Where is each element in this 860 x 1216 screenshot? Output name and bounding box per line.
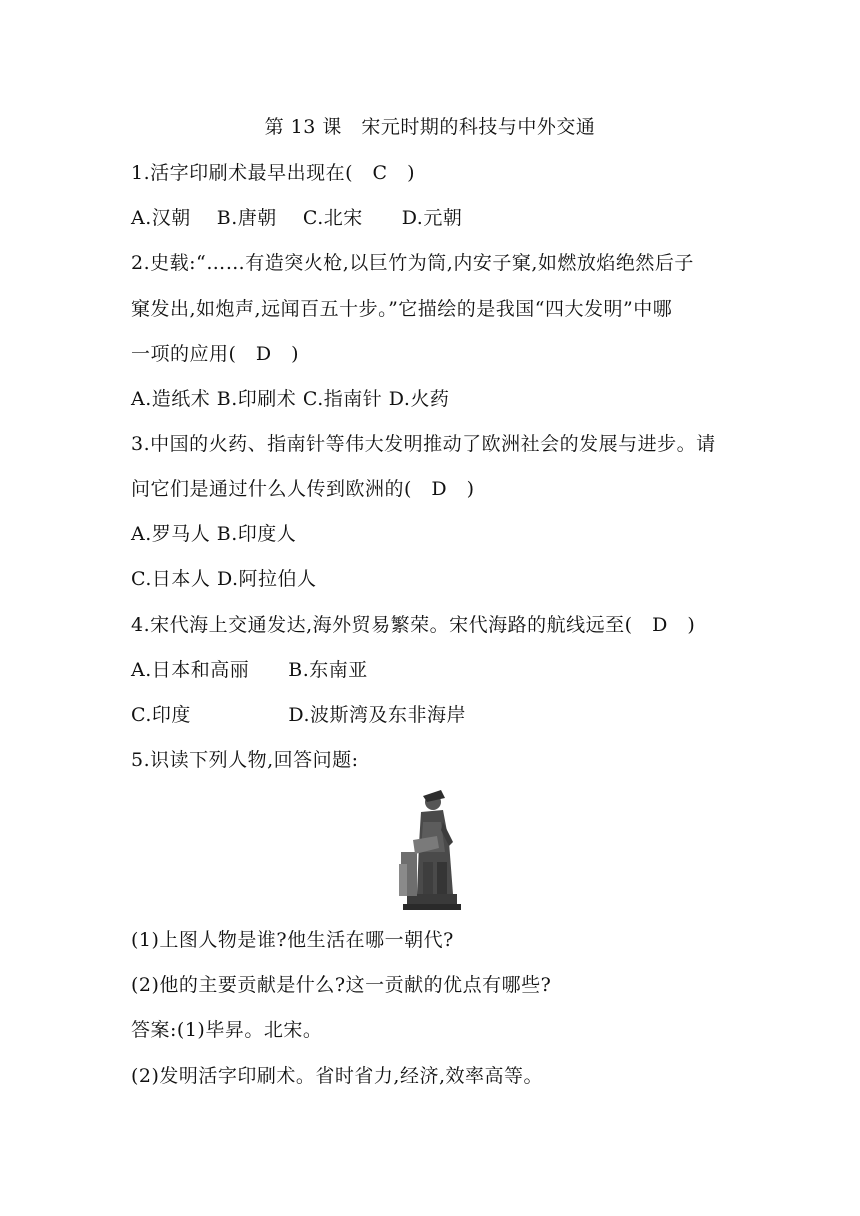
- lesson-title: 第 13 课 宋元时期的科技与中外交通: [264, 116, 596, 138]
- question-3-options-1: A.罗马人 B.印度人: [131, 523, 297, 545]
- question-2-line-2: 窠发出,如炮声,远闻百五十步。”它描绘的是我国“四大发明”中哪: [131, 298, 673, 320]
- question-4-options-2: C.印度 D.波斯湾及东非海岸: [131, 704, 466, 726]
- question-3-options-2: C.日本人 D.阿拉伯人: [131, 568, 317, 590]
- question-4: 4.宋代海上交通发达,海外贸易繁荣。宋代海路的航线远至( D ): [131, 614, 696, 636]
- answer-1: 答案:(1)毕昇。北宋。: [131, 1019, 323, 1041]
- question-1-options: A.汉朝 B.唐朝 C.北宋 D.元朝: [131, 207, 463, 229]
- question-2-options: A.造纸术 B.印刷术 C.指南针 D.火药: [131, 388, 450, 410]
- question-2-line-3: 一项的应用( D ): [131, 343, 300, 365]
- question-1: 1.活字印刷术最早出现在( C ): [131, 162, 415, 184]
- question-2-line-1: 2.史载:“……有造突火枪,以巨竹为筒,内安子窠,如燃放焰绝然后子: [131, 252, 694, 274]
- bi-sheng-statue-image: [393, 782, 467, 910]
- question-4-options-1: A.日本和高丽 B.东南亚: [131, 659, 368, 681]
- sub-question-2: (2)他的主要贡献是什么?这一贡献的优点有哪些?: [131, 974, 552, 996]
- question-3-line-1: 3.中国的火药、指南针等伟大发明推动了欧洲社会的发展与进步。请: [131, 433, 716, 455]
- sub-question-1: (1)上图人物是谁?他生活在哪一朝代?: [131, 929, 454, 951]
- question-3-line-2: 问它们是通过什么人传到欧洲的( D ): [131, 478, 475, 500]
- question-5: 5.识读下列人物,回答问题:: [131, 749, 359, 771]
- answer-2: (2)发明活字印刷术。省时省力,经济,效率高等。: [131, 1065, 543, 1087]
